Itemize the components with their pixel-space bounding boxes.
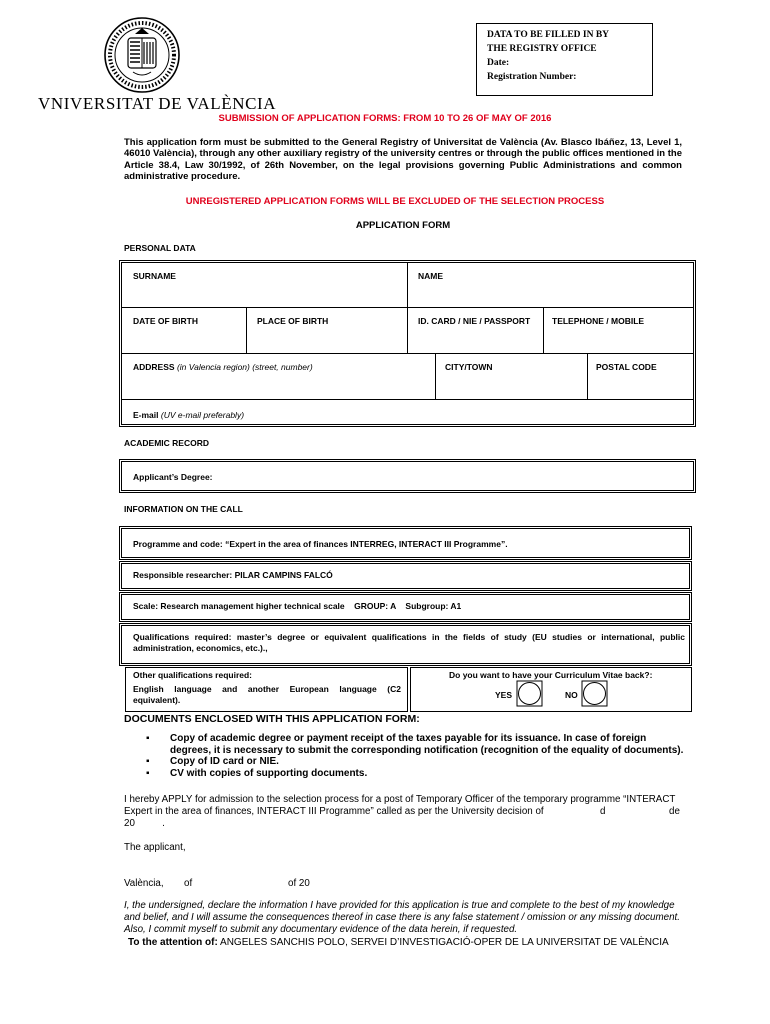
university-seal [103,16,181,94]
apply-month-connector: de [669,806,680,817]
telephone-label: TELEPHONE / MOBILE [552,316,645,326]
apply-day-connector: d [600,806,606,817]
scale-text: Scale: Research management higher technical scale GROUP: A Subgroup: A1 [133,601,462,611]
registry-office-box [476,23,653,96]
researcher-text: Responsible researcher: PILAR CAMPINS FALCÓ [133,570,333,580]
cv-no-label: NO [565,690,578,700]
telephone-field[interactable] [547,330,690,350]
surname-label: SURNAME [133,271,176,281]
document-item [146,733,686,756]
document-item-text: CV with copies of supporting documents. [170,767,368,779]
date-year-label: of 20 [288,878,310,889]
email-label [133,410,244,420]
registry-line-1: DATA TO BE FILLED IN BY [487,30,610,40]
bullet-icon: ▪ [146,756,150,767]
postal-code-field[interactable] [591,376,690,396]
surname-field[interactable] [125,284,403,304]
degree-label: Applicant’s Degree: [133,472,213,482]
document-item [146,768,686,780]
degree-field[interactable] [220,465,690,487]
attention-line [128,937,669,948]
date-of-birth-field[interactable] [125,330,243,350]
city-field[interactable] [439,376,583,396]
apply-line-3: 20 . [124,818,165,829]
registry-date-label: Date: [487,58,510,68]
id-card-label: ID. CARD / NIE / PASSPORT [418,316,531,326]
university-name: VNIVERSITAT DE VALÈNCIA [38,94,277,113]
unregistered-warning: UNREGISTERED APPLICATION FORMS WILL BE EXCLUDED OF THE SELECTION PROCESS [185,196,605,207]
email-field[interactable] [250,404,690,422]
document-item-text: Copy of ID card or NIE. [170,756,279,767]
academic-record-heading: ACADEMIC RECORD [124,438,209,448]
document-item [146,756,686,768]
call-info-heading: INFORMATION ON THE CALL [124,504,243,514]
city-label: CITY/TOWN [445,362,493,372]
address-label-text: ADDRESS [133,362,175,372]
registry-number-label: Registration Number: [487,72,577,82]
registry-line-2: THE REGISTRY OFFICE [487,44,597,54]
apply-line-2: Expert in the area of finances, INTERACT III Programme” called as per the University decision of [124,806,544,817]
bullet-icon: ▪ [146,767,150,779]
name-field[interactable] [412,284,690,304]
address-note: (in Valencia region) (street, number) [176,362,313,372]
personal-data-heading: PERSONAL DATA [124,243,196,253]
address-label [133,362,313,372]
id-card-field[interactable] [411,330,540,350]
address-field[interactable] [125,376,431,396]
applicant-label: The applicant, [124,842,186,853]
other-qualifications-title: Other qualifications required: [133,670,253,680]
declaration-text: I, the undersigned, declare the information I have provided for this application is true and complete to the best of my knowledge and belief, and I will assume the consequences thereof in case there is any false statement / omission or any missing document. Also, I commit myself to submit any documentary evidence of the data herein, if requested. [124,900,680,935]
cv-return-question: Do you want to have your Curriculum Vitae back?: [449,670,653,680]
cv-yes-label: YES [495,690,513,700]
attention-value: ANGELES SANCHIS POLO, SERVEI D’INVESTIGACIÓ-OPER DE LA UNIVERSITAT DE VALÈNCIA [220,937,669,948]
name-label: NAME [418,271,444,281]
date-of-label: of [184,878,193,889]
submission-period: SUBMISSION OF APPLICATION FORMS: FROM 10 TO 26 OF MAY OF 2016 [218,113,552,124]
attention-label: To the attention of: [128,937,218,948]
cv-yes-checkbox[interactable] [516,680,543,707]
other-qualifications-text: English language and another European language (C2 equivalent). [133,684,401,705]
intro-paragraph: This application form must be submitted to the General Registry of Universitat de València (Av. Blasco Ibáñez, 13, Level 1, 46010 València), through any other auxiliary registry of the university centres or through the public offices mentioned in the Article 38.4, Law 30/1992, of 26th November, on the legal provisions governing Public Administrations and common administrative procedure. [124,137,682,183]
documents-heading: DOCUMENTS ENCLOSED WITH THIS APPLICATION FORM: [124,713,420,725]
email-label-text: E-mail [133,410,159,420]
applicant-signature-area[interactable] [124,856,524,876]
apply-line-1: I hereby APPLY for admission to the selection process for a post of Temporary Officer of the temporary programme “INTERACT [124,794,676,805]
postal-code-label: POSTAL CODE [596,362,657,372]
email-note: (UV e-mail preferably) [160,410,245,420]
programme-text: Programme and code: “Expert in the area of finances INTERREG, INTERACT III Programme”. [133,539,508,549]
qualifications-text: Qualifications required: master’s degree or equivalent qualifications in the fields of study (EU studies or international, public administration, economics, etc.)., [133,632,685,653]
form-title: APPLICATION FORM [355,220,451,231]
documents-list [146,733,686,779]
place-of-birth-field[interactable] [250,330,404,350]
place-of-birth-label: PLACE OF BIRTH [257,316,329,326]
bullet-icon: ▪ [146,733,150,744]
cv-no-checkbox[interactable] [581,680,608,707]
date-of-birth-label: DATE OF BIRTH [133,316,199,326]
document-item-text: Copy of academic degree or payment receipt of the taxes payable for its issuance. In case of foreign degrees, it is necessary to submit the corresponding notification (recognition of the equality of documents). [170,733,684,756]
place-label: València, [124,878,164,889]
